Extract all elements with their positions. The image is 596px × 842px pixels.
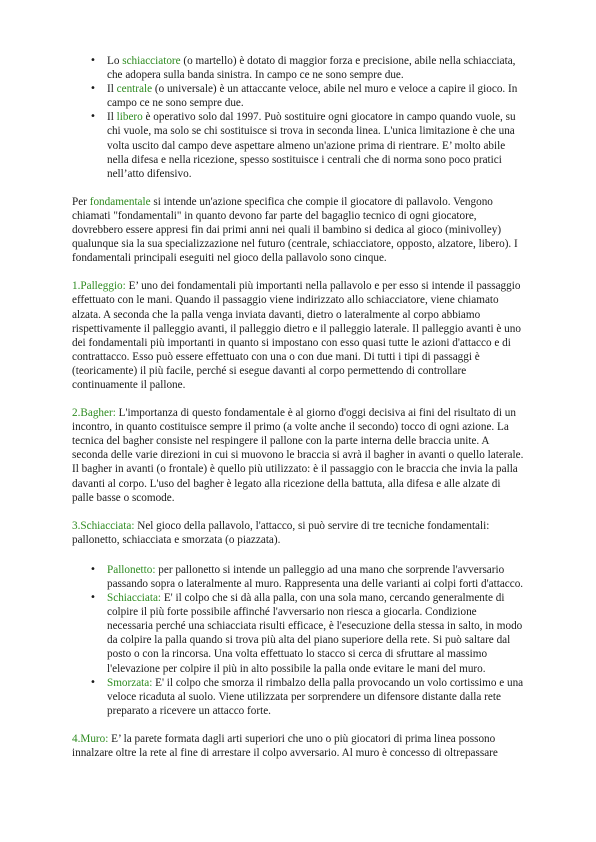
spacer xyxy=(72,265,524,279)
text: si intende un'azione specifica che compie il giocatore di pallavolo. Vengono chiamati "fondamentali" in quanto devono far parte del bagaglio tecnico di ogni giocatore, dovrebbero essere appresi fin dai primi anni nei quali il bambino si dedica al gioco (minivolley) qualunque sia la sua specializzazione nel futuro (centrale, schiacciatore, opposto, alzatore, libero). I fondamentali principali eseguiti nel gioco della pallavolo sono cinque. xyxy=(72,195,518,265)
term-libero: libero xyxy=(116,111,143,124)
list-item xyxy=(90,82,524,110)
paragraph-fondamentale xyxy=(72,195,524,265)
term-schiacciata: Schiacciata: xyxy=(107,592,162,605)
paragraph-schiacciata xyxy=(72,519,524,547)
role-prefix: Il xyxy=(107,111,117,124)
spacer xyxy=(72,181,524,195)
text: per pallonetto si intende un palleggio ad una mano che sorprende l'avversario passando sopra o lateralmente al muro. Rappresenta una delle varianti ai colpi forti d'attacco. xyxy=(107,563,524,590)
term-fondamentale: fondamentale xyxy=(89,195,151,208)
heading-palleggio: 1.Palleggio: xyxy=(72,280,126,293)
term-centrale: centrale xyxy=(116,83,153,96)
list-item xyxy=(90,54,524,82)
role-description: (o universale) è un attaccante veloce, abile nel muro e veloce a capire il gioco. In campo ce ne sono sempre due. xyxy=(107,83,518,110)
list-item xyxy=(90,676,524,718)
term-smorzata: Smorzata: xyxy=(107,676,153,689)
paragraph-bagher xyxy=(72,406,524,505)
heading-bagher: 2.Bagher: xyxy=(72,407,116,420)
spacer xyxy=(72,718,524,732)
heading-muro: 4.Muro: xyxy=(72,732,109,745)
role-description: (o martello) è dotato di maggior forza e precisione, abile nella schiacciata, che adopera sulla banda sinistra. In campo ce ne sono sempre due. xyxy=(107,55,516,82)
player-roles-list xyxy=(90,54,524,181)
spacer xyxy=(72,505,524,519)
text: Nel gioco della pallavolo, l'attacco, si può servire di tre tecniche fondamentali: pallonetto, schiacciata e smorzata (o piazzata). xyxy=(72,519,490,546)
heading-schiacciata: 3.Schiacciata: xyxy=(72,519,135,532)
text: E' il colpo che smorza il rimbalzo della palla provocando un volo cortissimo e una veloce ricaduta al suolo. Viene utilizzata per sorprendere un difensore distante dalla rete preparato a ricevere un attacco forte. xyxy=(107,676,524,717)
role-prefix: Il xyxy=(107,83,117,96)
role-prefix: Lo xyxy=(107,55,123,67)
list-item xyxy=(90,563,524,591)
document-page xyxy=(72,54,524,760)
paragraph-palleggio xyxy=(72,279,524,392)
term-pallonetto: Pallonetto: xyxy=(107,563,156,576)
text: E’ la parete formata dagli arti superiori che uno o più giocatori di prima linea possono innalzare oltre la rete al fine di arrestare il colpo avversario. Al muro è concesso di oltrepassare xyxy=(72,732,498,760)
spacer xyxy=(72,392,524,406)
term-schiacciatore: schiacciatore xyxy=(122,55,181,67)
text: L'importanza di questo fondamentale è al giorno d'oggi decisiva ai fini del risultato di un incontro, in quanto costituisce sempre il primo (a volte anche il secondo) tocco di ogni azione. La tecnica del bagher consiste nel respingere il pallone con la parte interna delle braccia unite. A seconda delle varie direzioni in cui si muovono le braccia si avrà il bagher in avanti o quello laterale. Il bagher in avanti (o frontale) è quello più utilizzato: è il passaggio con le braccia che invia la palla davanti al corpo. L'uso del bagher è legato alla ricezione della battuta, alla difesa e alle alzate di palle basse o scomode. xyxy=(72,407,524,504)
role-description: è operativo solo dal 1997. Può sostituire ogni giocatore in campo quando vuole, su chi vuole, ma solo se chi sostituisce si trova in seconda linea. L'unica limitazione è che una volta uscito dal campo deve aspettare almeno un'azione prima di rientrare. E’ molto abile nella difesa e nella ricezione, spesso sostituisce i centrali che di norma sono poco pratici nell’atto difensivo. xyxy=(107,111,516,180)
attack-techniques-list xyxy=(90,563,524,718)
text: E' il colpo che si dà alla palla, con una sola mano, cercando generalmente di colpire il più forte possibile affinché l'avversario non riesca a giocarla. Condizione necessaria perché una schiacciata risulti efficace, è l'esecuzione della stessa in salto, in modo da colpire la palla quando si trova più alta del piano superiore della rete. Si può saltare dal posto o con la rincorsa. Una volta effettuato lo stacco si cerca di sfruttare al massimo l'elevazione per colpire il più in alto possibile la palla onde evitare le mani del muro. xyxy=(107,592,523,675)
list-item xyxy=(90,110,524,180)
list-item xyxy=(90,591,524,676)
text: Per xyxy=(72,195,90,208)
text: E’ uno dei fondamentali più importanti nella pallavolo e per esso si intende il passaggio effettuato con le mani. Quando il passaggio viene indirizzato allo schiacciatore, viene chiamato alzata. A seconda che la palla venga inviata davanti, dietro o lateralmente al corpo abbiamo rispettivamente il palleggio avanti, il palleggio dietro e il palleggio laterale. Il palleggio avanti è uno dei fondamentali più importanti in quanto si impostano con esso quasi tutte le azioni d'attacco e di contrattacco. Esso può essere effettuato con una o con due mani. Di tutti i tipi di passaggi è (teoricamente) il più facile, perché si esegue davanti al corpo permettendo di controllare continuamente il pallone. xyxy=(72,280,521,391)
paragraph-muro xyxy=(72,732,524,760)
